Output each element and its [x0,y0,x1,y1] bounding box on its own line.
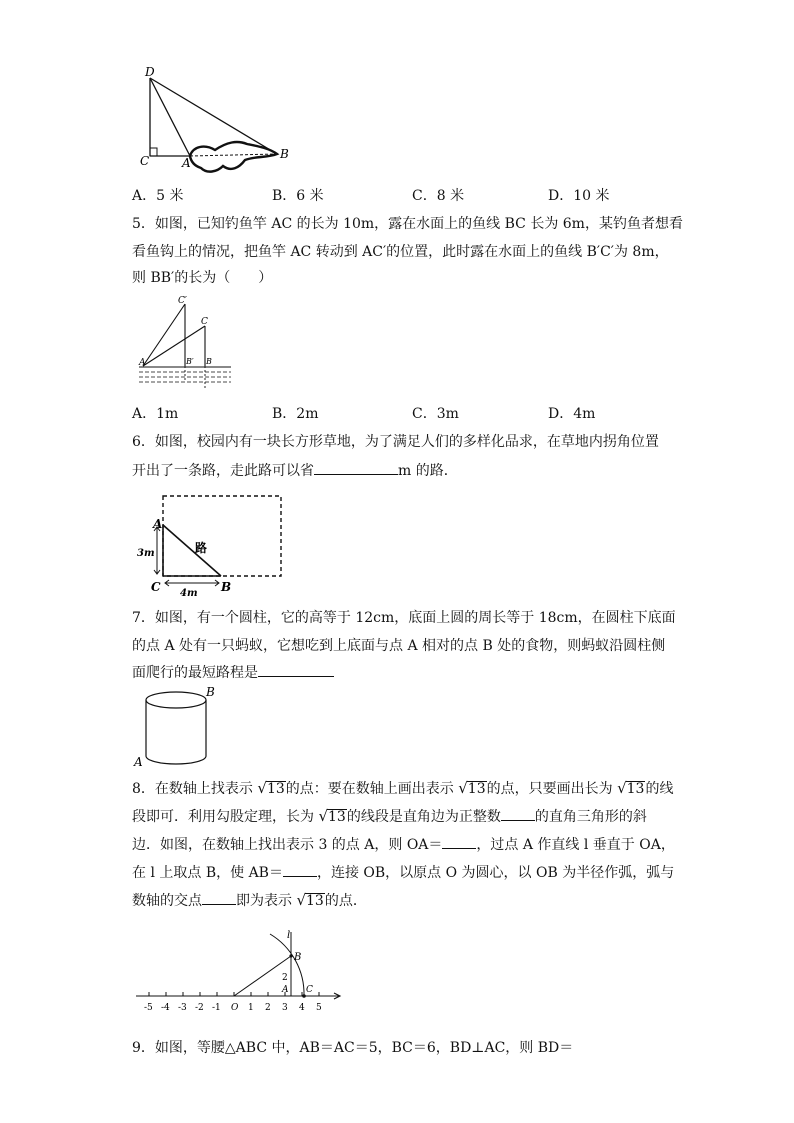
q8-blank-2[interactable] [442,834,476,849]
q8-blank-3[interactable] [283,862,317,877]
q4-option-c: C．8 米 [412,188,465,204]
q6-text-line-2 [132,460,458,481]
q5-option-c: C．3m [412,406,459,422]
q5-option-b: B．2m [272,406,319,422]
q4-option-d: D．10 米 [548,188,610,204]
sqrt-13: √13 [617,779,645,797]
q8-text-line-4: 在 l 上取点 B，使 AB＝ ，连接 OB，以原点 O 为圆心，以 OB 为半径作弧，弧与 [132,862,674,883]
axis-tick-label: 4 [299,1003,305,1013]
sqrt-13: √13 [296,891,324,909]
q7-text-line-2: 的点 A 处有一只蚂蚁，它想吃到上底面与点 A 相对的点 B 处的食物，则蚂蚁沿圆柱侧 [132,638,666,654]
label-B: B [280,147,289,161]
q9-text-line: 9．如图，等腰△ABC 中，AB＝AC＝5，BC＝6，BD⊥AC，则 BD＝ [132,1040,574,1056]
axis-tick-label: 5 [316,1003,322,1013]
label-Cp: C′ [178,296,187,306]
q5-figure [135,294,235,396]
label-C: C [151,580,161,594]
q5-text-line-1: 5．如图，已知钓鱼竿 AC 的长为 10m，露在水面上的鱼线 BC 长为 6m，某钓鱼者想看 [132,216,683,232]
q5-text-line-3: 则 BB′的长为（ ） [132,270,273,286]
label-A: A [282,985,289,995]
q6-text-line-1: 6．如图，校园内有一块长方形草地，为了满足人们的多样化品求，在草地内拐角位置 [132,434,659,450]
label-A: A [153,517,163,531]
axis-tick-label: 1 [248,1003,254,1013]
q8-number-line-figure [132,924,352,1016]
sqrt-13: √13 [257,779,285,797]
q8-blank-4[interactable] [202,890,236,905]
q7-text-line-3 [132,662,334,683]
label-l: l [287,930,291,941]
q8-text-line-5: 数轴的交点 即为表示 √13的点． [132,891,367,909]
label-D: D [145,65,155,79]
q7-text-pre: 面爬行的最短路程是 [132,665,258,681]
label-3m: 3m [137,548,155,559]
q6-text-pre: 开出了一条路，走此路可以省 [132,463,314,479]
axis-tick-label: -4 [161,1003,170,1013]
label-Bp: B′ [186,357,194,366]
axis-tick-label: -2 [195,1003,204,1013]
q4-figure [135,64,295,176]
label-2: 2 [282,973,288,983]
axis-tick-label: -3 [178,1003,187,1013]
q5-text-line-2: 看鱼钩上的情况，把鱼竿 AC 转动到 AC′的位置，此时露在水面上的鱼线 B′C′为 8m， [132,244,669,260]
label-C: C [201,317,208,327]
q6-answer-blank[interactable] [314,460,398,475]
label-road: 路 [195,541,208,555]
label-B: B [294,952,302,963]
label-A: A [182,156,191,170]
q8-text-line-1: 8．在数轴上找表示 √13的点：要在数轴上画出表示 √13的点，只要画出长为 √13的线 [132,779,674,797]
q8-text-line-2: 段即可．利用勾股定理，长为 √13的线段是直角边为正整数 的直角三角形的斜 [132,807,647,825]
q5-option-a: A．1m [132,406,179,422]
q6-figure [135,490,295,600]
q4-option-a: A．5 米 [132,188,184,204]
axis-tick-label: -5 [144,1003,153,1013]
axis-tick-label: 3 [282,1003,288,1013]
axis-tick-label: 2 [265,1003,271,1013]
label-A: A [134,755,143,769]
sqrt-13: √13 [458,779,486,797]
q8-blank-1[interactable] [501,806,535,821]
q5-option-d: D．4m [548,406,596,422]
q7-answer-blank[interactable] [258,662,334,677]
label-B: B [206,357,212,366]
q4-option-b: B．6 米 [272,188,324,204]
q7-text-line-1: 7．如图，有一个圆柱，它的高等于 12cm，底面上圆的周长等于 18cm，在圆柱下底面 [132,610,676,626]
sqrt-13: √13 [318,807,346,825]
q6-text-post: m 的路． [398,463,458,479]
label-4m: 4m [180,588,198,599]
label-C: C [306,985,313,995]
axis-tick-label: O [231,1003,239,1013]
label-B: B [221,580,232,594]
q7-figure [132,684,222,774]
axis-tick-label: -1 [212,1003,221,1013]
label-A: A [139,358,146,368]
q8-text-line-3: 边．如图，在数轴上找出表示 3 的点 A，则 OA＝ ，过点 A 作直线 l 垂直于 OA， [132,834,675,855]
label-C: C [140,154,150,168]
label-B: B [206,685,215,699]
